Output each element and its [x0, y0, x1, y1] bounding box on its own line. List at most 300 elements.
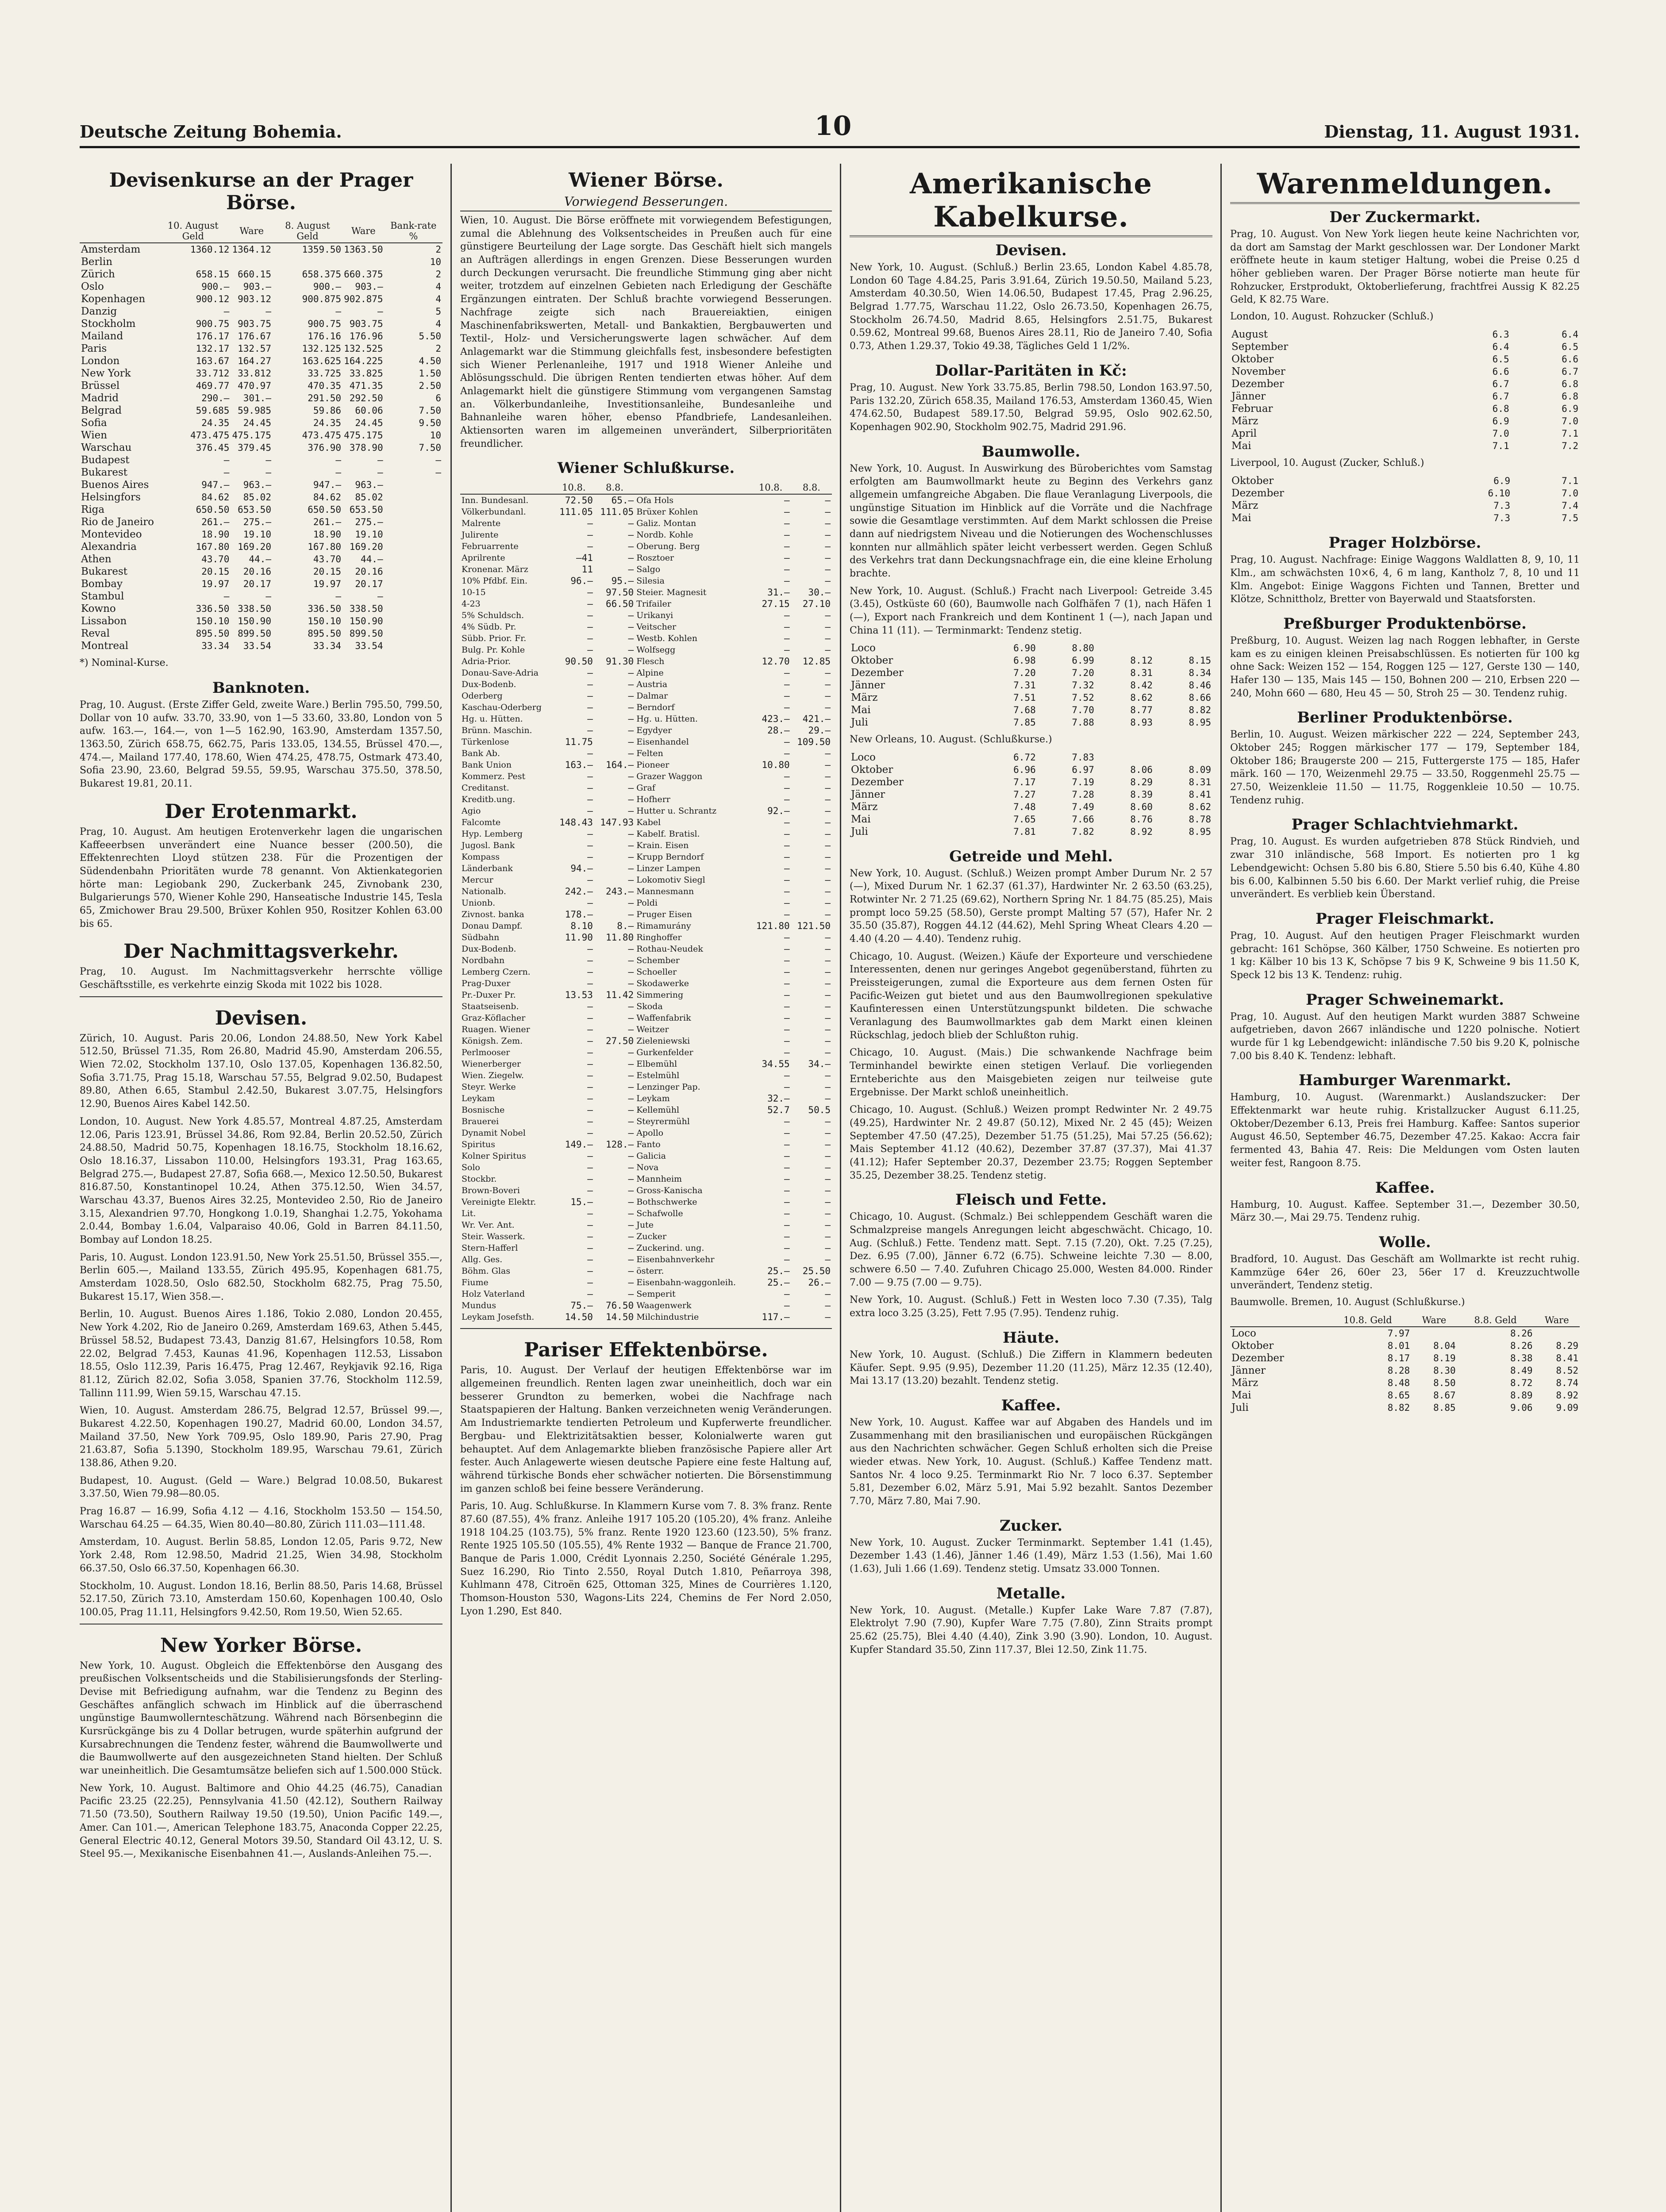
table-cell: 85.02	[355, 492, 383, 503]
table-cell: Steir. Wasserk.	[462, 1232, 525, 1242]
banknoten-heading: Banknoten.	[212, 679, 310, 697]
table-cell: Riga	[81, 504, 105, 515]
table-cell: Eisenbahnverkehr	[636, 1255, 715, 1265]
table-cell: —	[587, 1013, 593, 1024]
table-row	[460, 863, 832, 874]
table-cell: Warschau	[81, 442, 132, 453]
table-cell: 52.7	[767, 1105, 790, 1116]
table-cell: 899.50	[238, 628, 271, 639]
hamburg-heading: Hamburger Warenmarkt.	[1298, 1071, 1512, 1090]
table-cell: 7.0	[1562, 416, 1578, 427]
table-row	[460, 794, 832, 805]
table-row	[80, 590, 442, 603]
table-cell: —	[784, 1001, 790, 1012]
table-cell: —	[628, 645, 634, 656]
table-cell: 109.50	[797, 737, 831, 748]
table-cell: 10-15	[462, 588, 486, 598]
table-cell: 8.95	[1189, 826, 1211, 837]
table-cell: Perlmooser	[462, 1048, 510, 1058]
table-cell: 7.52	[1072, 692, 1094, 703]
table-cell: 6.4	[1562, 329, 1578, 340]
table-cell: —	[587, 1036, 593, 1047]
table-cell: 10% Pfdbf. Ein.	[462, 576, 528, 586]
table-row	[460, 598, 832, 610]
table-cell: —	[628, 840, 634, 851]
table-row	[850, 716, 1212, 729]
table-cell: 1359.50	[302, 244, 342, 255]
table-cell: —	[587, 1254, 593, 1265]
table-cell: —	[223, 467, 230, 478]
table-row	[80, 293, 442, 305]
table-row	[80, 256, 442, 268]
table-cell: 2	[435, 244, 441, 255]
table-row	[80, 615, 442, 627]
table-cell: —	[825, 990, 831, 1001]
table-cell: 11.75	[565, 737, 593, 748]
table-cell: —	[825, 1093, 831, 1104]
table-cell: Loco	[851, 642, 876, 654]
table-cell: —	[784, 622, 790, 633]
column-header: Bank-rate %	[385, 219, 442, 243]
table-cell: —	[628, 1151, 634, 1162]
table-cell: 25.—	[767, 1277, 790, 1288]
table-cell	[155, 256, 231, 268]
table-cell	[385, 503, 442, 516]
table-cell: —	[784, 852, 790, 863]
fleisch-text: Chicago, 10. August. (Schmalz.) Bei schleppendem Geschäft waren die Schmalzpreise mangels Anregungen leicht abgeschwächt. Chicago, 10. Aug. (Schluß.) Fette. Tendenz matt. Sept. 7.15 (7.20), Okt. 7.25 (7.25), Dez. 6.95 (7.00), Jänner 6.72 (6.75). Schweine leichte 7.30 — 8.00, schwere 6.50 — 7.40. Zufuhren Chicago 25.000, Westen 84.000. Rinder 7.00 — 9.75 (7.00 — 9.75).	[850, 1211, 1212, 1288]
table-cell: —	[825, 1254, 831, 1265]
baumwolle-text: New York, 10. August. In Auswirkung des Büroberichtes vom Samstag erfolgten am Baumwollmarkt heute zu Beginn des Verkehrs ganz allgemein umfangreiche Abgaben. Die flaue Veranlagung Liverpools, die ungünstige Situation im Hinblick auf die Vorräte und die Nachfrage sowie die Gesamtlage verstimmten. Auf dem Markt schlossen die Preise dann auf niedrigstem Niveau und die Notierungen des Wochenschlusses konnten nur allmählich später leicht verbessert werden. Gegen Schluß des Verkehrs trat dann Deckungsnachfrage ein, die eine kleine Erholung brachte.	[850, 463, 1212, 580]
table-row	[460, 1196, 832, 1208]
table-cell: —	[825, 541, 831, 552]
table-cell: Malrente	[462, 518, 501, 529]
table-cell: —	[825, 1185, 831, 1196]
zuckermarkt-text: Prag, 10. August. Von New York liegen heute keine Nachrichten vor, da dort am Samstag der Markt geschlossen war. Der Londoner Markt eröffnete heute in kaum stetiger Haltung, wobei die Preise 0.25 d höher geblieben waren. Der Prager Börse notierte man heute für Rohzucker, Erstprodukt, Oktoberlieferung, frachtfrei Aussig K 82.25 Geld, K 82.75 Ware.	[1230, 229, 1580, 306]
newspaper-page	[80, 102, 1580, 2212]
wolle-heading: Wolle.	[1379, 1233, 1431, 1251]
table-cell: —	[628, 806, 634, 817]
table-cell: —	[587, 702, 593, 713]
table-cell: —	[587, 541, 593, 552]
table-cell: Wien	[81, 430, 108, 441]
table-cell: —	[784, 944, 790, 955]
table-row	[460, 1277, 832, 1288]
table-cell: Kreditb.ung.	[462, 795, 516, 805]
table-cell: —	[784, 783, 790, 794]
table-row	[850, 751, 1212, 764]
table-cell: —	[628, 1266, 634, 1277]
table-cell: Völkerbundanl.	[462, 507, 526, 517]
table-cell: 33.712	[196, 368, 230, 379]
table-cell: —	[784, 1070, 790, 1081]
table-row	[1230, 328, 1580, 341]
table-cell: —	[825, 1128, 831, 1139]
table-row	[1230, 487, 1580, 499]
table-cell: —	[825, 1082, 831, 1093]
table-cell: Gross-Kanischa	[636, 1186, 703, 1196]
table-cell: —	[825, 1174, 831, 1185]
bremen-table	[1230, 1314, 1580, 1414]
table-cell: —	[587, 1070, 593, 1081]
schlusskurse-table	[460, 481, 832, 1323]
table-cell: —	[587, 1277, 593, 1288]
wiener-subheading: Vorwiegend Besserungen.	[460, 194, 832, 211]
table-cell: —	[825, 1208, 831, 1219]
holzboerse-text: Prag, 10. August. Nachfrage: Einige Waggons Waldlatten 8, 9, 10, 11 Klm., am schwächsten 10×6, 4, 6 m lang, Kantholz 7, 8, 10 und 11 Klm. Angebot: Einige Waggons Fichten und Tannen, Bretter und Klötze, Schnittholz, Bretter von Bayerwald und Staatsforsten.	[1230, 554, 1580, 605]
table-cell: 9.06	[1510, 1402, 1533, 1413]
table-row	[460, 1058, 832, 1070]
table-cell: Königsh. Zem.	[462, 1036, 523, 1046]
table-cell: —	[628, 1162, 634, 1173]
table-cell: Oktober	[851, 654, 893, 666]
table-cell: Waagenwerk	[636, 1301, 692, 1311]
table-cell: —	[587, 530, 593, 541]
table-cell: 8.82	[1387, 1402, 1410, 1413]
table-cell: —	[825, 794, 831, 805]
table-cell	[342, 256, 385, 268]
table-cell: Kolner Spiritus	[462, 1151, 526, 1161]
table-cell: 301.—	[243, 393, 271, 403]
table-cell: 9.50	[419, 418, 441, 428]
table-cell: 338.50	[349, 603, 383, 614]
table-cell: —	[784, 909, 790, 920]
table-cell: Februar	[1231, 403, 1273, 415]
table-cell: 65.—	[611, 495, 634, 506]
column-header: 8.8. Geld	[1457, 1314, 1534, 1327]
column-header: 8.8.	[594, 481, 635, 494]
table-cell: —	[825, 760, 831, 771]
table-cell: 132.17	[196, 343, 230, 354]
table-cell: 8.41	[1189, 789, 1211, 800]
table-cell: 2	[435, 269, 441, 280]
table-cell: —	[825, 564, 831, 575]
table-cell: 6.6	[1492, 366, 1509, 377]
schlacht-text: Prag, 10. August. Es wurden aufgetrieben 878 Stück Rindvieh, und zwar 310 inländische, 568 Import. Es notierten pro 1 kg Lebendgewicht: Ochsen 5.80 bis 6.80, Stiere 5.50 bis 6.40, Kühe 4.80 bis 6.00, Kalbinnen 5.50 bis 6.60. Der Markt verlief ruhig, die Preise unverändert. Es verblieb kein Überstand.	[1230, 836, 1580, 900]
table-cell: Aprilrente	[462, 553, 505, 563]
table-cell: Stockholm	[81, 318, 136, 330]
table-cell: —	[628, 1070, 634, 1081]
table-cell: —	[628, 783, 634, 794]
table-row	[460, 1208, 832, 1219]
column-header	[80, 219, 155, 243]
table-cell: —	[784, 748, 790, 759]
wiener-heading: Wiener Börse.	[569, 169, 723, 192]
table-cell: Kommerz. Pest	[462, 772, 526, 782]
table-cell: 27.10	[802, 599, 831, 610]
table-cell: 117.—	[762, 1312, 790, 1323]
table-row	[1230, 1377, 1580, 1389]
table-row	[80, 280, 442, 293]
table-cell: Böhm. Glas	[462, 1266, 511, 1276]
table-cell: Urikanyi	[636, 611, 673, 621]
table-cell: —	[587, 944, 593, 955]
table-cell: —	[784, 1220, 790, 1231]
table-row	[460, 552, 832, 564]
table-cell: Belgrad	[81, 405, 122, 416]
table-row	[460, 1024, 832, 1035]
table-row	[850, 813, 1212, 826]
table-cell: —	[628, 1231, 634, 1242]
table-cell: 12.85	[802, 656, 831, 667]
table-cell: 8.39	[1130, 789, 1153, 800]
table-row	[80, 627, 442, 640]
table-cell: 290.—	[201, 393, 230, 403]
table-cell: Mailand	[81, 330, 123, 342]
table-cell: Kowno	[81, 603, 116, 614]
table-cell: 4	[435, 294, 441, 304]
divider	[460, 1328, 832, 1329]
table-cell: —	[587, 1208, 593, 1219]
table-cell: 902.875	[344, 294, 383, 304]
table-cell: 275.—	[243, 517, 271, 527]
table-row	[460, 978, 832, 989]
table-cell: —	[825, 852, 831, 863]
table-cell: April	[1231, 428, 1257, 440]
table-cell: Creditanst.	[462, 783, 509, 793]
devisen-paragraph: Berlin, 10. August. Buenos Aires 1.186, Tokio 2.080, London 20.455, New York 4.202, Rio de Janeiro 0.269, Amsterdam 169.63, Athen 5.445, Brüssel 58.52, Budapest 73.43, Danzig 81.67, Helsingfors 10.58, Rom 22.02, Belgrad 7.453, Kaunas 41.96, Kopenhagen 112.53, Lissabon 18.55, Oslo 112.39, Paris 16.475, Prag 12.467, Reykjavik 92.16, Riga 81.12, Zürich 82.02, Sofia 3.058, Spanien 37.76, Stockholm 112.59, Tallinn 111.99, Wien 59.15, Warschau 47.15.	[80, 1309, 442, 1399]
table-cell: Montevideo	[81, 529, 142, 540]
liverpool-heading: Liverpool, 10. August (Zucker, Schluß.)	[1230, 457, 1424, 469]
table-cell: 25.50	[802, 1266, 831, 1277]
pressburg-text: Preßburg, 10. August. Weizen lag nach Roggen lebhafter, in Gerste kam es zu einigen kleinen Preisabschlüssen. Es notierten für 100 kg ohne Sack: Weizen 152 — 154, Roggen 125 — 127, Gerste 130 — 140, Hafer 130 — 135, Mais 145 — 150, Bohnen 200 — 210, Erbsen 220 — 240, Mohn 660 — 680, Heu 45 — 50, Stroh 25 — 30. Tendenz ruhig.	[1230, 635, 1580, 699]
pariser-kurse: Paris, 10. Aug. Schlußkurse. In Klammern Kurse vom 7. 8. 3% franz. Rente 87.60 (87.55), 4% franz. Anleihe 1917 105.20 (105.20), 4% franz. Anleihe 1918 104.25 (103.75), 5% franz. Rente 1920 123.60 (123.50), 5% franz. Rente 1925 105.50 (105.55), 4% Rente 1932 — Banque de France 21.700, Banque de Paris 1.000, Crédit Lyonnais 2.250, Société Générale 1.295, Suez 16.290, Rio Tinto 2.550, Royal Dutch 1.810, Peñarroya 398, Kuhlmann 478, Citroën 625, Ottoman 325, Mines de Courrières 1.120, Thomson-Houston 530, Wagons-Lits 224, Chemins de Fer Nord 2.050, Lyon 1.290, Est 840.	[460, 1501, 832, 1617]
table-cell: 164.27	[238, 356, 271, 366]
table-cell: 903.75	[238, 319, 271, 329]
column-header: 8.8.	[791, 481, 832, 494]
table-cell: —	[587, 875, 593, 886]
table-row	[460, 782, 832, 794]
table-row	[460, 529, 832, 541]
table-cell: Hg. u. Hütten.	[636, 714, 698, 724]
table-cell: Krupp Berndorf	[636, 852, 704, 862]
table-cell: Madrid	[81, 392, 119, 404]
table-row	[1230, 1340, 1580, 1352]
table-cell	[385, 479, 442, 491]
table-cell: —	[435, 467, 441, 478]
table-cell: Estelmühl	[636, 1071, 680, 1081]
metalle-heading: Metalle.	[996, 1584, 1066, 1602]
table-cell: 8.62	[1130, 692, 1153, 703]
table-cell: 94.—	[570, 863, 593, 874]
table-cell: —	[587, 610, 593, 621]
table-row	[460, 989, 832, 1001]
table-cell: 18.90	[201, 529, 230, 540]
table-cell: 6	[435, 393, 441, 403]
table-row	[460, 1288, 832, 1300]
table-cell: Schoeller	[636, 967, 677, 977]
table-cell: —	[587, 1243, 593, 1254]
table-cell: 84.62	[313, 492, 342, 503]
table-row	[460, 909, 832, 920]
table-cell: 27.50	[605, 1036, 634, 1047]
table-cell: —	[628, 610, 634, 621]
table-cell: —	[628, 1059, 634, 1070]
table-cell: Rio de Janeiro	[81, 516, 154, 528]
table-cell: Jugosl. Bank	[462, 841, 515, 851]
table-cell: 900.75	[196, 319, 230, 329]
table-row	[460, 759, 832, 771]
table-cell: Oktober	[1231, 353, 1274, 365]
table-cell: —	[628, 530, 634, 541]
table-cell: 27.15	[762, 599, 790, 610]
issue-date: Dienstag, 11. August 1931.	[1324, 122, 1580, 142]
table-cell: —	[335, 306, 342, 317]
table-cell: 20.17	[243, 579, 271, 589]
table-cell: 903.—	[243, 281, 271, 292]
table-cell: —	[587, 679, 593, 690]
table-cell: 6.90	[1013, 642, 1036, 653]
column-1	[80, 164, 442, 2212]
table-cell: —	[587, 1059, 593, 1070]
table-cell: Grazer Waggon	[636, 772, 703, 782]
table-cell: Brauerei	[462, 1117, 499, 1127]
table-cell: Mannesmann	[636, 887, 694, 897]
table-cell: 6.8	[1492, 403, 1509, 415]
table-cell: 7.32	[1072, 680, 1094, 691]
table-cell: 26.—	[808, 1277, 831, 1288]
masthead	[80, 102, 1580, 148]
column-header	[635, 481, 750, 494]
table-cell: —	[784, 875, 790, 886]
table-cell: Schember	[636, 956, 680, 966]
table-cell: 261.—	[313, 517, 342, 527]
devisen-paragraph: Paris, 10. August. London 123.91.50, New York 25.51.50, Brüssel 355.—, Berlin 605.—, Mailand 133.55, Zürich 495.95, Kopenhagen 681.75, Amsterdam 1028.50, Oslo 682.50, Stockholm 682.75, Prag 75.50, Bukarest 15.17, Wien 358.—.	[80, 1252, 442, 1302]
table-cell: 903.12	[238, 294, 271, 304]
table-cell: Dezember	[1231, 488, 1284, 499]
london-zucker-table	[1230, 328, 1580, 452]
table-cell: 895.50	[196, 628, 230, 639]
table-row	[460, 805, 832, 817]
table-cell: 658.375	[302, 269, 342, 280]
table-cell: —	[587, 668, 593, 679]
table-cell: 11.90	[565, 932, 593, 943]
table-cell: 14.50	[605, 1312, 634, 1323]
table-row	[460, 1070, 832, 1081]
table-cell: —	[587, 1024, 593, 1035]
column-2	[460, 164, 832, 2212]
table-cell: Staatseisenb.	[462, 1002, 519, 1012]
table-row	[460, 667, 832, 679]
table-cell: 14.50	[565, 1312, 593, 1323]
hamburg-text: Hamburg, 10. August. (Warenmarkt.) Auslandszucker: Der Effektenmarkt war heute ruhig. Kristallzucker August 6.11.25, Oktober/Dezember 6.13, Preis frei Hamburg. Kaffee: Santos superior August 46.50, September 46.75, Dezember 47.25. Kakao: Accra fair fermented 43, Bahia 47. Reis: Die Meldungen vom Osten lauten weiter fest, Rangoon 8.75.	[1230, 1092, 1580, 1169]
dollar-text: Prag, 10. August. New York 33.75.85, Berlin 798.50, London 163.97.50, Paris 132.20, Zürich 658.35, Mailand 176.53, Amsterdam 1360.45, Wien 474.62.50, Budapest 589.17.50, Belgrad 59.95, Oslo 902.62.50, Kopenhagen 902.90, Stockholm 902.75, Madrid 291.96.	[850, 382, 1212, 433]
table-cell: —	[628, 1082, 634, 1093]
table-row	[80, 318, 442, 330]
table-cell: 33.54	[355, 641, 383, 651]
getreide-paragraph: Chicago, 10. August. (Mais.) Die schwankende Nachfrage beim Terminhandel bewirkte einen stetigen Verlauf. Die vorliegenden Ernteberichte aus den Maisgebieten zeigen nur teilweise gute Ergebnisse. Der Markt schloß uneinheitlich.	[850, 1047, 1212, 1098]
table-cell: Juli	[851, 716, 868, 728]
table-cell: 336.50	[308, 603, 342, 614]
table-cell: Ofa Hols	[636, 495, 674, 506]
table-cell	[231, 256, 273, 268]
table-cell: Zieleniewski	[636, 1036, 690, 1046]
table-cell: 163.67	[196, 356, 230, 366]
table-cell: —	[825, 1197, 831, 1208]
table-cell: Stockbr.	[462, 1174, 497, 1184]
table-cell: 6.3	[1492, 329, 1509, 340]
table-row	[460, 828, 832, 840]
table-cell: Mai	[851, 704, 871, 716]
fleischmarkt-text: Prag, 10. August. Auf den heutigen Prager Fleischmarkt wurden gebracht: 161 Schöpse, 360 Kälber, 1750 Schweine. Es notierten pro 1 kg: Kälber 10 bis 13 K, Schöpse 7 bis 9 K, Schweine 9 bis 11.50 K, Speck 12 bis 13 K. Tendenz: ruhig.	[1230, 930, 1580, 981]
table-row	[460, 748, 832, 759]
table-cell: Pruger Eisen	[636, 910, 693, 920]
table-cell: Schafwolle	[636, 1209, 683, 1219]
table-cell: 6.72	[1013, 752, 1036, 763]
table-cell: 8.01	[1387, 1340, 1410, 1351]
table-cell: 653.50	[349, 504, 383, 515]
table-cell: —	[784, 1289, 790, 1300]
london-heading: London, 10. August. Rohzucker (Schluß.)	[1230, 311, 1434, 323]
table-cell: —41	[576, 553, 593, 564]
table-cell: Dezember	[851, 667, 904, 679]
table-cell: New York	[81, 368, 131, 379]
table-cell: —	[335, 455, 342, 465]
table-cell: Skodawerke	[636, 979, 689, 989]
table-cell: —	[628, 622, 634, 633]
table-cell: 176.16	[308, 331, 342, 342]
table-cell: März	[1231, 1377, 1258, 1389]
table-row	[460, 506, 832, 518]
table-cell: Helsingfors	[81, 492, 141, 503]
baumwolle-no-heading: New Orleans, 10. August. (Schlußkurse.)	[850, 733, 1052, 745]
column-header: 10.8.	[554, 481, 594, 494]
column-header	[1230, 1314, 1324, 1327]
table-cell: 7.20	[1013, 667, 1036, 678]
table-cell: —	[784, 1185, 790, 1196]
table-cell: 421.—	[802, 714, 831, 725]
table-row	[460, 1219, 832, 1231]
newyork-paragraph: New York, 10. August. Baltimore and Ohio 44.25 (46.75), Canadian Pacific 23.25 (22.25), Pennsylvania 41.50 (42.12), Southern Railway 71.50 (73.50), Southern Railway 19.50 (19.50), Union Pacific 149.—, Amer. Can 101.—, American Telephone 183.75, Anaconda Copper 22.25, General Electric 40.12, General Motors 39.50, Standard Oil 43.12, U. S. Steel 95.—, Mexikanische Eisenbahnen 41.—, Auslands-Anleihen 75.—.	[80, 1782, 442, 1860]
table-row	[460, 1311, 832, 1323]
table-cell: 658.15	[196, 269, 230, 280]
column-header: Ware	[1411, 1314, 1457, 1327]
devisen-paragraph: Stockholm, 10. August. London 18.16, Berlin 88.50, Paris 14.68, Brüssel 52.17.50, Zürich 73.10, Amsterdam 150.60, Kopenhagen 100.40, Oslo 100.05, Prag 11.11, Helsingfors 9.42.50, Rom 19.50, Wien 52.65.	[80, 1580, 442, 1618]
table-cell: 169.20	[349, 541, 383, 552]
table-cell: —	[784, 1139, 790, 1150]
table-cell: 8.67	[1433, 1390, 1456, 1401]
table-cell: 8.77	[1130, 704, 1153, 715]
table-cell: österr.	[636, 1266, 664, 1276]
column-header: Ware	[1534, 1314, 1580, 1327]
table-cell: Simmering	[636, 990, 684, 1000]
table-cell: —	[628, 679, 634, 690]
table-cell: —	[587, 691, 593, 702]
column-header: Ware	[231, 219, 273, 243]
table-cell: März	[851, 691, 878, 703]
table-cell: 111.05	[559, 507, 593, 518]
table-cell: Ringhoffer	[636, 933, 682, 943]
table-cell: —	[628, 1024, 634, 1035]
table-cell: —	[628, 1116, 634, 1127]
table-cell: Amsterdam	[81, 244, 141, 255]
table-cell: —	[825, 1312, 831, 1323]
column-header: 10.8.	[750, 481, 791, 494]
baumwolle-ny-table	[850, 642, 1212, 729]
table-cell: 50.5	[808, 1105, 831, 1116]
table-cell: 59.86	[313, 405, 342, 416]
table-cell: 7.0	[1492, 428, 1509, 439]
table-cell: 20.16	[355, 566, 383, 577]
table-cell: Falcomte	[462, 818, 501, 828]
table-cell: —	[784, 679, 790, 690]
table-cell: —	[784, 1254, 790, 1265]
table-cell: 148.43	[559, 817, 593, 828]
table-cell: —	[628, 714, 634, 725]
table-cell: 8.09	[1189, 764, 1211, 775]
table-cell: Zürich	[81, 269, 115, 280]
table-cell: —	[825, 863, 831, 874]
table-row	[80, 603, 442, 615]
